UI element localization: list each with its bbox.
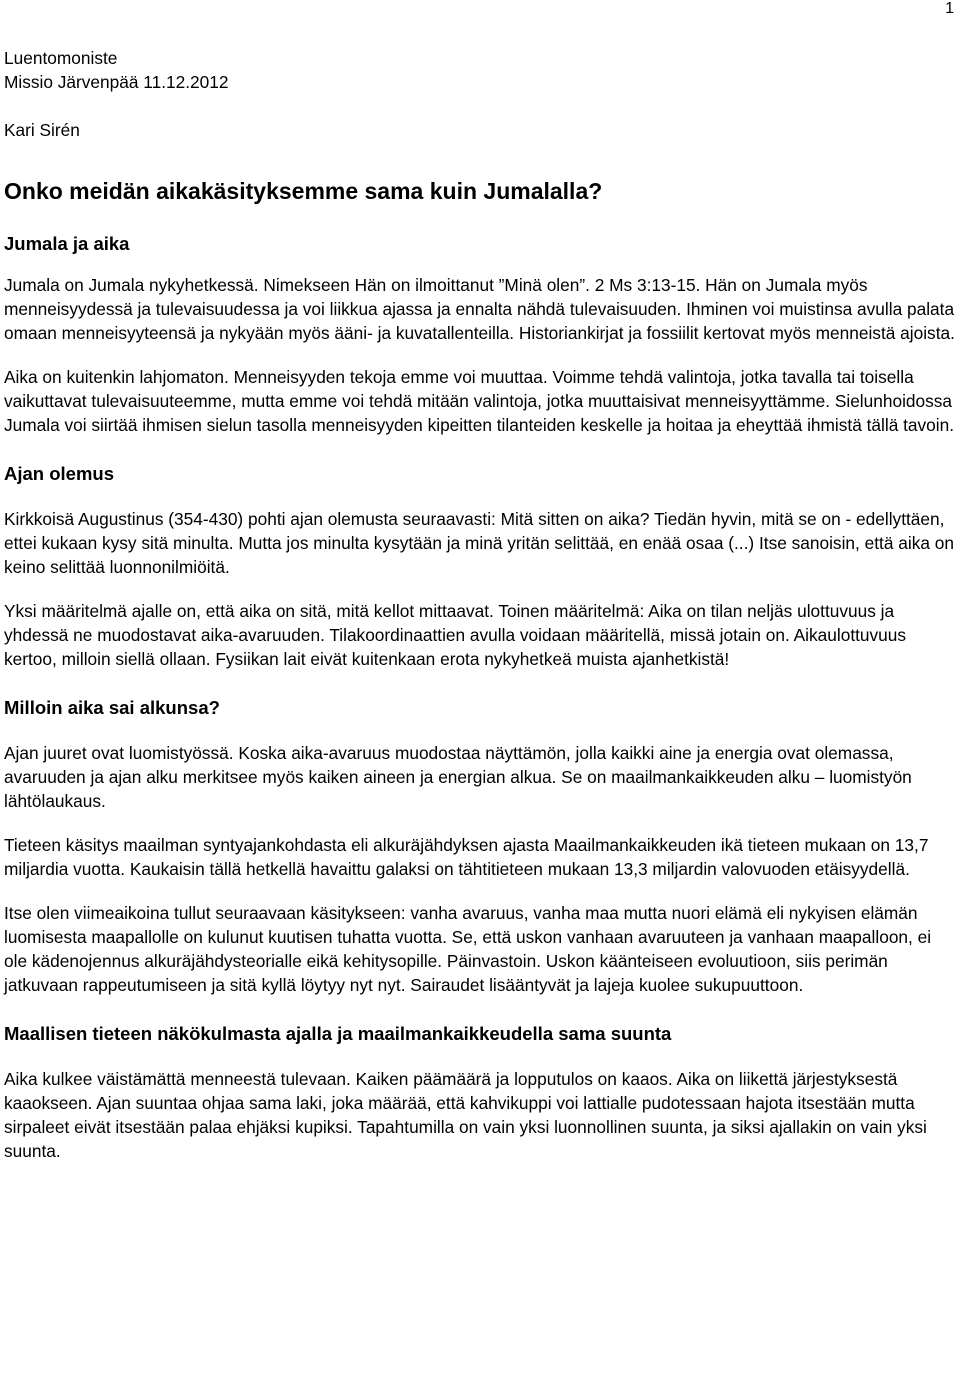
document-title: Onko meidän aikakäsityksemme sama kuin Jumalalla? <box>4 178 603 204</box>
page-number: 1 <box>945 0 954 17</box>
paragraph: Itse olen viimeaikoina tullut seuraavaan käsitykseen: vanha avaruus, vanha maa mutta nuori elämä eli nykyisen elämän luomisesta maapallolle on kulunut kuutisen tuhatta vuotta. Se, että uskon vanhaan avaruuteen ja vanhaan maapalloon, ei ole kädenojennus alkuräjähdysteorialle eikä kehitysopille. Päinvastoin. Uskon käänteiseen evoluutioon, siis perimän jatkuvaan rappeutumiseen ja sitä kyllä löytyy nyt nyt. Sairaudet lisääntyvät ja lajeja kuolee sukupuuttoon. <box>4 903 932 995</box>
paragraph: Jumala on Jumala nykyhetkessä. Nimekseen Hän on ilmoittanut ”Minä olen”. 2 Ms 3:13-15. Hän on Jumala myös menneisyydessä ja tulevaisuudessa ja voi liikkua ajassa ja ennalta nähdä tulevaisuuden. Ihminen voi muistinsa avulla palata omaan menneisyyteensä ja nykyään myös ääni- ja kuvatallenteilla. Historiankirjat ja fossiilit kertovat myös menneistä ajoista. <box>4 275 955 343</box>
section-jumala-ja-aika <box>4 231 956 437</box>
paragraph: Aika kulkee väistämättä menneestä tulevaan. Kaiken päämäärä ja lopputulos on kaaos. Aika on liikettä järjestyksestä kaaokseen. Ajan suuntaa ohjaa sama laki, joka määrää, että kahvikuppi voi lattialle pudotessaan hajota itsestään mutta sirpaleet eivät itsestään palaa ehjäksi kupiksi. Tapahtumilla on vain yksi luonnollinen suunta, ja siksi ajallakin on vain yksi suunta. <box>4 1069 927 1161</box>
section-heading: Ajan olemus <box>4 463 114 484</box>
document-type: Luentomoniste <box>4 48 118 68</box>
section-heading: Maallisen tieteen näkökulmasta ajalla ja maailmankaikkeudella sama suunta <box>4 1023 672 1044</box>
paragraph: Yksi määritelmä ajalle on, että aika on sitä, mitä kellot mittaavat. Toinen määritelmä: Aika on tilan neljäs ulottuvuus ja yhdessä ne muodostavat aika-avaruuden. Tilakoordinaattien avulla voidaan määritellä, missä jotain on. Aikaulottuvuus kertoo, milloin siellä ollaan. Fysiikan lait eivät kuitenkaan erota nykyhetkeä muista ajanhetkistä! <box>4 601 907 669</box>
document-body <box>4 46 956 1163</box>
section-ajan-olemus <box>4 461 956 671</box>
paragraph: Ajan juuret ovat luomistyössä. Koska aika-avaruus muodostaa näyttämön, jolla kaikki aine ja energia ovat olemassa, avaruuden ja ajan alku merkitsee myös kaiken aineen ja energian alkua. Se on maailmankaikkeuden alku – luomistyön lähtölaukaus. <box>4 743 912 811</box>
section-milloin-aika-sai-alkunsa <box>4 695 956 997</box>
event-line: Missio Järvenpää 11.12.2012 <box>4 72 229 92</box>
paragraph: Tieteen käsitys maailman syntyajankohdasta eli alkuräjähdyksen ajasta Maailmankaikkeuden ikä tieteen mukaan on 13,7 miljardia vuotta. Kaukaisin tällä hetkellä havaittu galaksi on tähtitieteen mukaan 13,3 miljardin valovuoden etäisyydellä. <box>4 835 929 879</box>
paragraph: Kirkkoisä Augustinus (354-430) pohti ajan olemusta seuraavasti: Mitä sitten on aika? Tiedän hyvin, mitä se on - edellyttäen, ettei kukaan kysy sitä minulta. Mutta jos minulta kysytään ja minä yritän selittää, en enää osaa (...) Itse sanoisin, että aika on keino selittää luonnonilmiöitä. <box>4 509 954 577</box>
paragraph: Aika on kuitenkin lahjomaton. Menneisyyden tekoja emme voi muuttaa. Voimme tehdä valintoja, jotka tavalla tai toisella vaikuttavat tulevaisuuteemme, mutta emme voi tehdä mitään valintoja, jotka muuttaisivat menneisyyttämme. Sielunhoidossa Jumala voi siirtää ihmisen sielun tasolla menneisyyden kipeitten tilanteiden keskelle ja hoitaa ja eheyttää ihmistä tällä tavoin. <box>4 367 955 435</box>
author: Kari Sirén <box>4 120 80 140</box>
section-maallisen-tieteen-nakokulma <box>4 1021 956 1163</box>
section-heading: Jumala ja aika <box>4 233 130 254</box>
section-heading: Milloin aika sai alkunsa? <box>4 697 220 718</box>
